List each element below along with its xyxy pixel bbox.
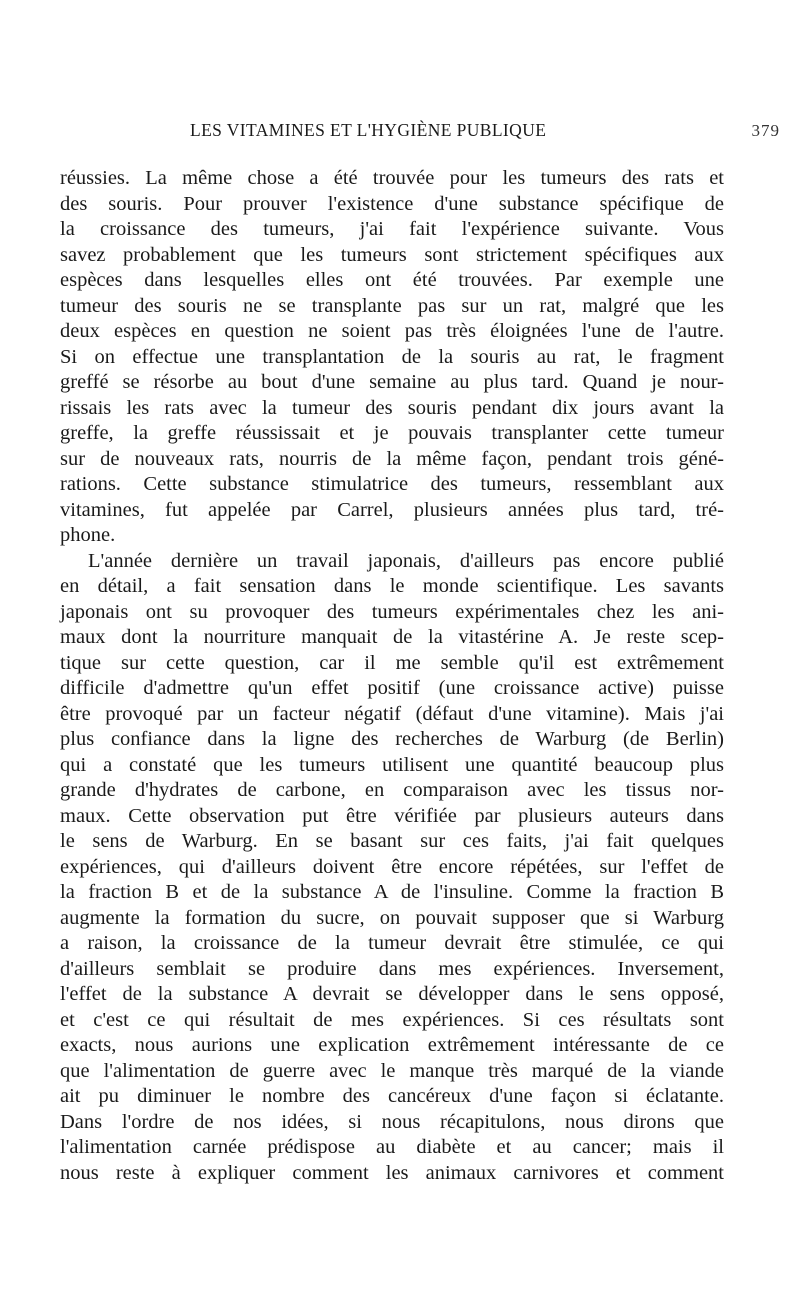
- text-line: le sens de Warburg. En se basant sur ces faits, j'ai fait quelques: [60, 830, 724, 852]
- text-line: sur de nouveaux rats, nourris de la même façon, pendant trois géné-: [60, 447, 724, 470]
- text-line: la croissance des tumeurs, j'ai fait l'expérience suivante. Vous: [60, 218, 724, 240]
- text-line: deux espèces en question ne soient pas très éloignées l'une de l'autre.: [60, 320, 724, 342]
- text-line: espèces dans lesquelles elles ont été trouvées. Par exemple une: [60, 269, 724, 291]
- text-line: qui a constaté que les tumeurs utilisent une quantité beaucoup plus: [60, 753, 724, 776]
- running-head: [60, 120, 788, 144]
- paragraph-japanese-study: [60, 549, 724, 1187]
- text-line: ait pu diminuer le nombre des cancéreux d'une façon si éclatante.: [60, 1085, 724, 1107]
- text-line: rations. Cette substance stimulatrice des tumeurs, ressemblant aux: [60, 473, 724, 495]
- text-line: expériences, qui d'ailleurs doivent être encore répétées, sur l'effet de: [60, 855, 724, 878]
- text-line: et c'est ce qui résultait de mes expériences. Si ces résultats sont: [60, 1008, 724, 1031]
- running-title: LES VITAMINES ET L'HYGIÈNE PUBLIQUE: [190, 120, 547, 140]
- text-line: vitamines, fut appelée par Carrel, plusieurs années plus tard, tré-: [60, 498, 724, 521]
- text-line: greffe, la greffe réussissait et je pouvais transplanter cette tumeur: [60, 422, 724, 444]
- text-line: exacts, nous aurions une explication extrêmement intéressante de ce: [60, 1034, 724, 1056]
- text-line: être provoqué par un facteur négatif (défaut d'une vitamine). Mais j'ai: [60, 702, 724, 725]
- text-line: rissais les rats avec la tumeur des souris pendant dix jours avant la: [60, 396, 724, 419]
- text-line: en détail, a fait sensation dans le monde scientifique. Les savants: [60, 575, 724, 597]
- text-line: difficile d'admettre qu'un effet positif (une croissance active) puisse: [60, 677, 724, 699]
- text-line: d'ailleurs semblait se produire dans mes expériences. Inversement,: [60, 957, 724, 980]
- text-line: maux. Cette observation put être vérifiée par plusieurs auteurs dans: [60, 804, 724, 827]
- text-line: japonais ont su provoquer des tumeurs expérimentales chez les ani-: [60, 600, 724, 623]
- text-line: l'effet de la substance A devrait se développer dans le sens opposé,: [60, 983, 724, 1005]
- text-line: réussies. La même chose a été trouvée pour les tumeurs des rats et: [60, 167, 724, 189]
- text-line: nous reste à expliquer comment les animaux carnivores et comment: [60, 1161, 724, 1184]
- text-line: grande d'hydrates de carbone, en comparaison avec les tissus nor-: [60, 779, 724, 801]
- text-line: L'année dernière un travail japonais, d'ailleurs pas encore publié: [88, 549, 724, 572]
- text-line: savez probablement que les tumeurs sont strictement spécifiques aux: [60, 243, 724, 266]
- text-line: tumeur des souris ne se transplante pas sur un rat, malgré que les: [60, 294, 724, 317]
- text-line: phone.: [60, 524, 116, 546]
- text-line: Dans l'ordre de nos idées, si nous récapitulons, nous dirons que: [60, 1110, 724, 1133]
- text-line: la fraction B et de la substance A de l'insuline. Comme la fraction B: [60, 881, 724, 903]
- paragraph-tumor-transplant: [60, 166, 724, 549]
- text-line: plus confiance dans la ligne des recherches de Warburg (de Berlin): [60, 728, 724, 750]
- text-line: greffé se résorbe au bout d'une semaine au plus tard. Quand je nour-: [60, 371, 724, 393]
- page-number: 379: [751, 121, 780, 140]
- text-line: augmente la formation du sucre, on pouvait supposer que si Warburg: [60, 906, 724, 929]
- text-line: des souris. Pour prouver l'existence d'une substance spécifique de: [60, 192, 724, 215]
- text-line: Si on effectue une transplantation de la souris au rat, le fragment: [60, 345, 724, 368]
- text-line: maux dont la nourriture manquait de la vitastérine A. Je reste scep-: [60, 626, 724, 648]
- text-line: l'alimentation carnée prédispose au diabète et au cancer; mais il: [60, 1136, 724, 1158]
- body-text: [60, 166, 724, 1186]
- text-line: que l'alimentation de guerre avec le manque très marqué de la viande: [60, 1059, 724, 1082]
- text-line: a raison, la croissance de la tumeur devrait être stimulée, ce qui: [60, 932, 724, 954]
- text-line: tique sur cette question, car il me semble qu'il est extrêmement: [60, 651, 724, 674]
